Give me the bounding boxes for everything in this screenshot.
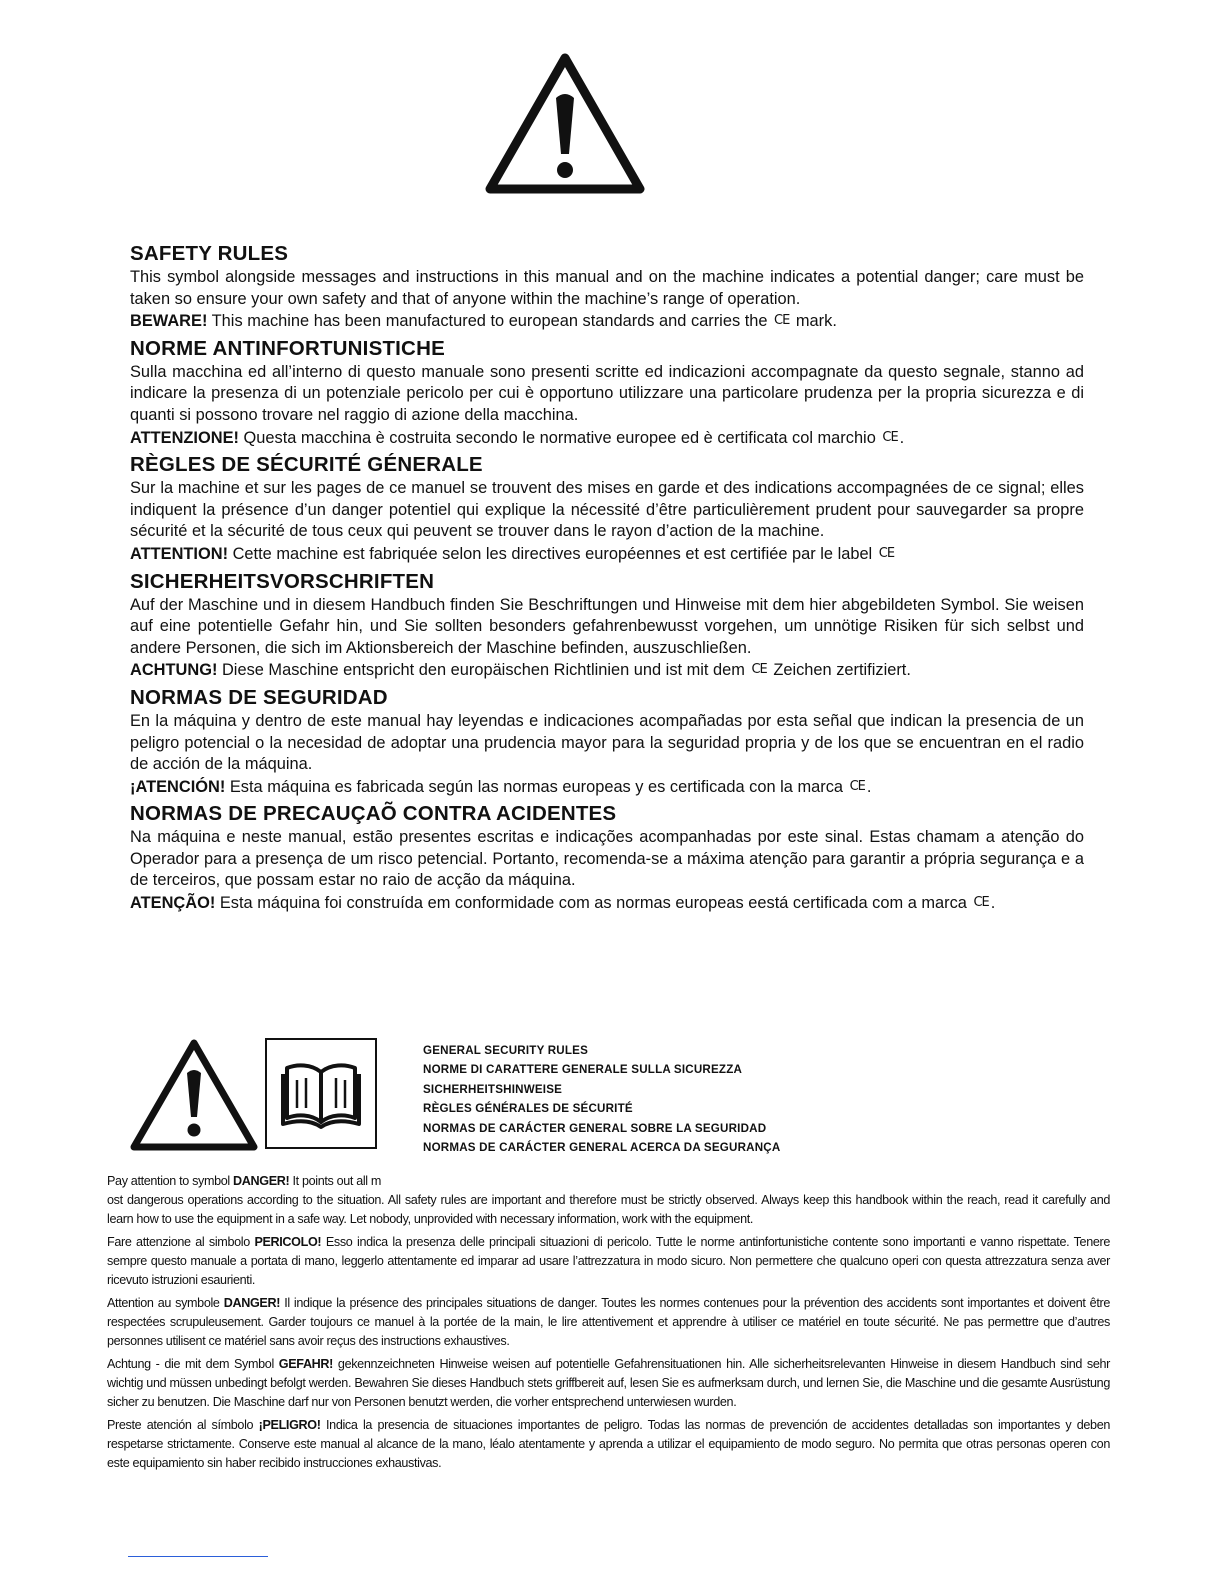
note-paragraph [107,1191,1110,1229]
note-paragraph [107,1355,1110,1412]
section-title: NORMAS DE PRECAUÇAÕ CONTRA ACIDENTES [130,802,617,826]
section-norme-antinfortunistiche [130,337,1084,449]
section-normas-de-precaucao [130,802,1084,914]
ce-mark: CE [882,429,898,445]
note-text: Fare attenzione al simbolo [107,1235,250,1249]
section-regles-de-securite [130,453,1084,565]
section-body: Sur la machine et sur les pages de ce manuel se trouvent des mises en garde et des indications accompagnées de ce signal; elles indiquent la présence d’un danger potentiel qui explique la nécessité d’être particulièrement prudent pour sauvegarder sa propre sécurité et la sécurité de tous ceux qui peuvent se trouver dans le rayon d’action de la machine. [130,479,1084,541]
warning-label: BEWARE! [130,312,208,331]
section-title: NORMAS DE SEGURIDAD [130,685,388,709]
section-title: NORME ANTINFORTUNISTICHE [130,336,445,360]
section-warning [130,776,1084,799]
warning-suffix: . [990,894,996,913]
section-sicherheitsvorschriften [130,570,1084,682]
section-warning [130,659,1084,682]
note-text: Preste atención al símbolo [107,1418,254,1432]
warning-text: This machine has been manufactured to european standards and carries the [211,312,768,331]
warning-text: Esta máquina es fabricada según las normas europeas y es certificada con la marca [229,777,844,796]
warning-label: ATTENTION! [130,544,229,563]
warning-triangle-icon [128,1035,260,1153]
warning-text: Cette machine est fabriquée selon les directives européennes et est certifiée par le label [232,544,873,563]
ce-mark: CE [751,662,767,678]
read-manual-icon [265,1038,377,1149]
note-keyword: DANGER! [233,1174,290,1188]
note-paragraph [107,1172,1110,1191]
note-text: Indica la presencia de situaciones importantes de peligro. Todas las normas de prevención de accidentes detalladas son importantes y deben respetarse strictamente. Conserve este manual al alcance de la mano, léalo atentamente y aprenda a utilizar el equipamiento de modo seguro. No permita que otras personas operen con este equipamiento sin haber recibido instrucciones exhaustivas. [107,1418,1111,1470]
general-rules-item: NORMAS DE CARÁCTER GENERAL ACERCA DA SEGURANÇA [423,1141,781,1155]
note-text: Il indique la présence des principales situations de danger. Toutes les normes contenues pour la prévention des accidents sont importantes et doivent être respectées scrupuleusement. Garder toujours ce manuel à la portée de la main, le lire attentivement et apprendre à utiliser ce matériel en toute sécurité. Ne pas permettre que d’autres personnes utilisent ce matériel sans avoir reçus des instructions exhaustives. [107,1296,1110,1348]
danger-notes [107,1172,1110,1477]
footer-divider [128,1556,268,1557]
safety-sections [130,242,1084,919]
warning-text: Diese Maschine entspricht den europäischen Richtlinien und ist mit dem [221,661,745,680]
ce-mark: CE [774,313,790,329]
note-paragraph [107,1233,1110,1290]
section-body: En la máquina y dentro de este manual hay leyendas e indicaciones acompañadas por esta señal que indican la presencia de un peligro potencial o la necesidad de adoptar una prudencia mayor para la seguridad propria y de los que se encuentran en el radio de acción de la máquina. [130,711,1084,774]
note-text: gekennzeichneten Hinweise weisen auf potentielle Gefahrensituationen hin. Alle sicherheitsrelevanten Hinweise in diesem Handbuch sind sehr wichtig und müssen unbedingt befolgt werden. Bewahren Sie dieses Handbuch stets griffbereit auf, lesen Sie es aufmerksam durch, und lernen Sie, die Maschine und die gesamte Ausrüstung sicher zu benutzen. Die Maschine darf nur von Personen benutzt werden, die vorher entsprechend unterwiesen wurden. [107,1357,1110,1409]
warning-text: Esta máquina foi construída em conformidade com as normas europeas eestá certificada com a marca [219,894,967,913]
note-keyword: PERICOLO! [254,1235,322,1249]
warning-suffix: Zeichen zertifiziert. [773,661,911,680]
section-title: SAFETY RULES [130,242,289,265]
section-title: SICHERHEITSVORSCHRIFTEN [130,569,435,593]
section-warning [130,543,1084,566]
general-rules-item: RÈGLES GÉNÉRALES DE SÉCURITÉ [423,1102,633,1116]
note-text: Attention au symbole [107,1296,220,1310]
ce-mark: CE [878,545,895,561]
ce-mark: CE [973,895,989,911]
note-paragraph [107,1294,1110,1351]
general-rules-item: GENERAL SECURITY RULES [423,1044,589,1057]
note-text: It points out all m [292,1174,382,1188]
note-text: Esso indica la presenza delle principali situazioni di pericolo. Tutte le norme antinfortunistiche contente sono importanti e vanno rispettate. Tenere sempre questo manuale a portata di mano, leggerlo attentamente ed imparar ad usare l’attrezzatura in modo sicuro. Non permettere che qualcuno operi con questa attrezzatura senza aver ricevuto istruzioni esaurienti. [107,1235,1111,1287]
note-text: ost dangerous operations according to the situation. All safety rules are important and therefore must be strictly observed. Always keep this handbook within the reach, read it carefully and learn how to use the equipment in a safe way. Let nobody, unprovided with necessary information, work with the equipment. [107,1193,1110,1226]
section-warning [130,427,1084,450]
note-keyword: ¡PELIGRO! [258,1418,321,1432]
warning-text: Questa macchina è costruita secondo le normative europee ed è certificata col marchio [243,428,876,447]
note-text: Pay attention to symbol [107,1174,230,1188]
warning-suffix: mark. [795,312,837,331]
section-normas-de-seguridad [130,686,1084,798]
general-rules-block [128,1035,828,1160]
general-rules-item: SICHERHEITSHINWEISE [423,1082,563,1096]
warning-suffix: . [866,777,872,796]
section-body: This symbol alongside messages and instructions in this manual and on the machine indicates a potential danger; care must be taken so ensure your own safety and that of anyone within the machine’s range of operation. [130,268,1084,308]
note-text: Achtung - die mit dem Symbol [107,1357,274,1371]
warning-label: ATTENZIONE! [130,428,239,447]
section-warning [130,892,1084,915]
warning-label: ¡ATENCIÓN! [130,777,226,796]
general-rules-list [423,1041,780,1157]
general-rules-item: NORME DI CARATTERE GENERALE SULLA SICUREZZA [423,1063,743,1077]
note-keyword: DANGER! [223,1296,281,1310]
section-body: Auf der Maschine und in diesem Handbuch finden Sie Beschriftungen und Hinweise mit dem hier abgebildeten Symbol. Sie weisen auf eine potentielle Gefahr hin, und Sie sollten besonders gefahrenbewusst vorgehen, um unnötige Risiken für sich selbst und andere Personen, die sich im Aktionsbereich der Maschine befinden, auszuschließen. [130,595,1084,657]
section-warning [130,310,1084,333]
section-title: RÈGLES DE SÉCURITÉ GÉNERALE [130,453,483,477]
warning-label: ACHTUNG! [130,661,218,680]
note-paragraph [107,1416,1110,1473]
warning-label: ATENÇÃO! [130,894,216,913]
section-body: Sulla macchina ed all’interno di questo manuale sono presenti scritte ed indicazioni accompagnate da questo segnale, stanno ad indicare la presenza di un potenziale pericolo per cui è opportuno utilizzare una particolare prudenza per la propria sicurezza e di quanti si possono trovare nel raggio di azione della macchina. [130,362,1084,424]
section-safety-rules [130,242,1084,333]
general-rules-item: NORMAS DE CARÁCTER GENERAL SOBRE LA SEGURIDAD [423,1121,767,1135]
section-body: Na máquina e neste manual, estão presentes escritas e indicações acompanhadas por este sinal. Estas chamam a atenção do Operador para a presença de um risco petencial. Portanto, recomenda-se a máxima atenção para garantir a própria segurança e a de terceiros, que possam estar no raio de acção da máquina. [130,828,1084,890]
warning-suffix: . [899,428,905,447]
ce-mark: CE [849,778,865,794]
note-keyword: GEFAHR! [278,1357,334,1371]
warning-triangle-icon [480,46,650,198]
